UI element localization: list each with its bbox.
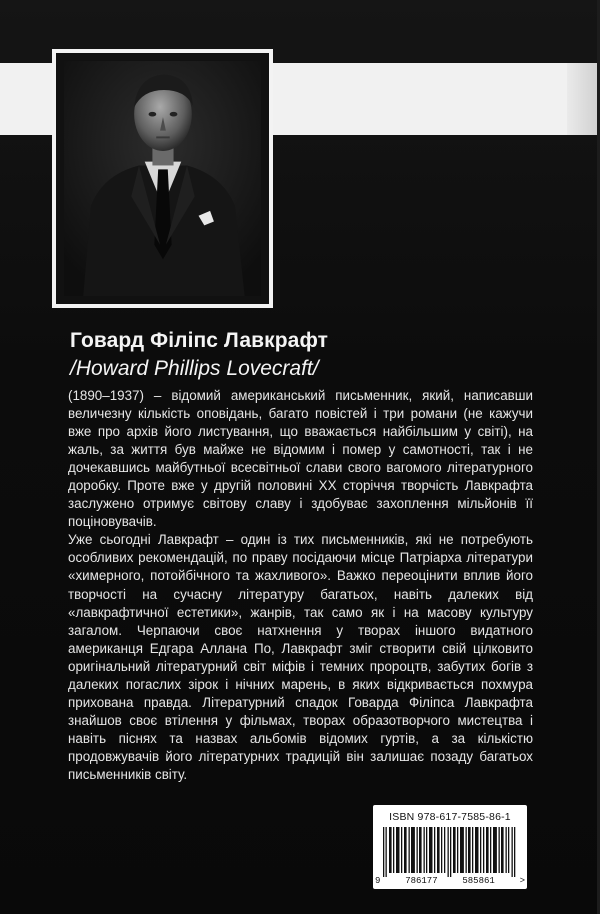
barcode-digit-first: 9 xyxy=(375,876,381,886)
barcode-digits-right: 585861 xyxy=(462,876,495,886)
barcode-icon xyxy=(379,827,521,877)
biography-paragraph-2: Уже сьогодні Лавкрафт – один із тих письменників, які не потребують особливих рекомендацій, по праву посідаючи місце Патріарха літератури «химерного, потойбічного та жахливого». Важко переоцінити вплив його творчості на сучасну літературу багатьох, навіть далеких від «лавкрафтичної естетики», жанрів, так само як і на масову культуру загалом. Черпаючи своє натхнення у творах іншого видатного американця Едгара Аллана По, Лавкрафт зміг створити свій цілковито оригінальний літературний світ міфів і темних пророцтв, забутих богів з далеких погаслих зірок і нічних марень, в яких відкривається похмура прихована правда. Літературний спадок Говарда Філіпса Лавкрафта знайшов своє втілення у фільмах, творах образотворчого мистецтва і навіть піснях та назвах альбомів відомих гуртів, а за кількістю продовжувачів його літературних традицій він залишає позаду багатьох письменників світу. xyxy=(68,532,533,782)
author-portrait xyxy=(64,61,261,296)
author-name-ukrainian: Говард Філіпс Лавкрафт xyxy=(70,329,329,352)
biography-paragraph-1: (1890–1937) – відомий американський письменник, який, написавши величезну кількість оповідань, багато повістей і три романи (не кажучи вже про архів його листування, що вважається найбільшим у світі), на жаль, за життя був майже не відомим і помер у самотності, так і не дочекавшись майбутньої всесвітньої слави свого вагомого літературного доробку. Проте вже у другій половині XX сторіччя творчість Лавкрафта заслужено отримує світову славу і здобуває захоплення мільйонів її поціновувачів. xyxy=(68,388,533,530)
author-name-english: /Howard Phillips Lovecraft/ xyxy=(70,357,319,380)
author-photo-frame xyxy=(52,49,273,308)
stripe-shadow xyxy=(567,63,600,135)
author-biography xyxy=(68,387,533,784)
barcode-digits-left: 786177 xyxy=(405,876,438,886)
barcode-digit-end: > xyxy=(519,876,525,886)
isbn-barcode-block xyxy=(373,805,527,889)
isbn-label: ISBN 978-617-7585-86-1 xyxy=(389,811,511,823)
barcode-digits xyxy=(375,876,525,886)
